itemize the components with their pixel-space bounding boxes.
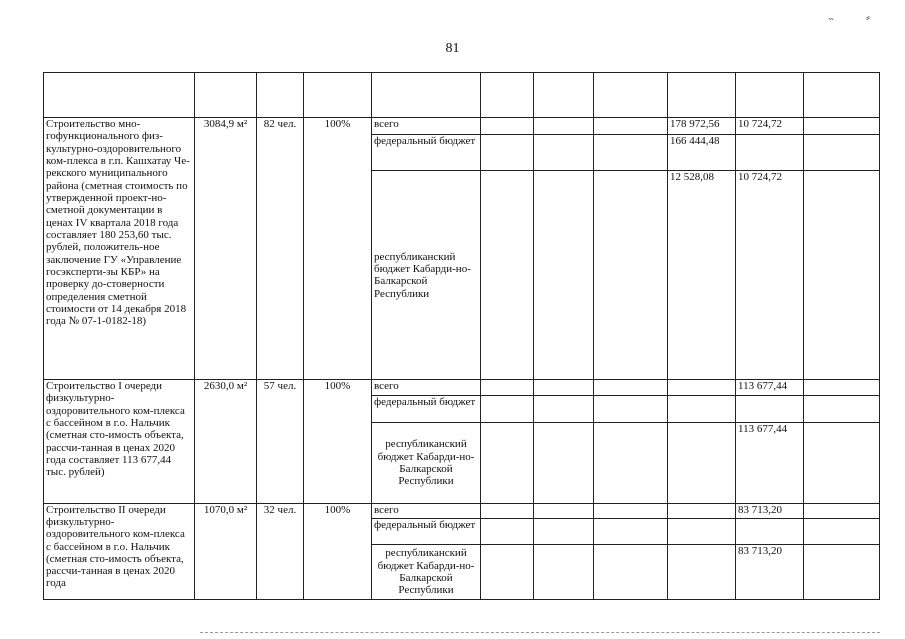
amount-cell [736,135,804,171]
table-cell [594,544,668,599]
table-cell [481,544,534,599]
table-cell [534,544,594,599]
table-header-cell [594,73,668,118]
table-cell [481,118,534,135]
table-cell [594,135,668,171]
table-cell [804,118,880,135]
amount-cell: 113 677,44 [736,380,804,396]
budget-table [43,72,880,600]
table-cell [481,171,534,380]
table-cell [534,423,594,503]
funding-source: федеральный бюджет [372,518,481,544]
table-cell [481,135,534,171]
table-cell [481,503,534,518]
table-cell [804,503,880,518]
amount-cell [736,518,804,544]
table-cell [594,423,668,503]
table-cell [804,518,880,544]
amount-cell [668,544,736,599]
amount-cell: 178 972,56 [668,118,736,135]
amount-cell [668,518,736,544]
amount-cell [668,423,736,503]
funding-source: федеральный бюджет [372,135,481,171]
table-cell [534,118,594,135]
funding-source: федеральный бюджет [372,396,481,423]
table-cell [594,380,668,396]
page-number: 81 [445,41,460,56]
table-cell [804,396,880,423]
table-cell [804,423,880,503]
scan-mark: ⸗ [866,10,870,24]
table-header-row [44,73,880,118]
table-cell [481,396,534,423]
table-header-cell [195,73,257,118]
table-header-cell [481,73,534,118]
table-cell [481,518,534,544]
object-capacity: 32 чел. [257,503,304,599]
table-header-cell [804,73,880,118]
object-area: 3084,9 м² [195,118,257,380]
table-cell [534,518,594,544]
table-cell [481,380,534,396]
amount-cell [668,380,736,396]
amount-cell: 10 724,72 [736,171,804,380]
table-cell [594,503,668,518]
object-area: 2630,0 м² [195,380,257,503]
table-cell [594,518,668,544]
table-row [44,118,880,135]
funding-source: всего [372,503,481,518]
table-cell [804,544,880,599]
table-cell [534,396,594,423]
funding-source: всего [372,380,481,396]
amount-cell: 83 713,20 [736,503,804,518]
object-capacity: 82 чел. [257,118,304,380]
table-cell [534,380,594,396]
object-area: 1070,0 м² [195,503,257,599]
scan-mark: ˵ [829,10,833,24]
funding-source: республиканский бюджет Кабарди-но-Балкарской Республики [372,544,481,599]
amount-cell [668,396,736,423]
table-cell [534,503,594,518]
amount-cell [668,503,736,518]
table-cell [804,380,880,396]
table-cell [594,118,668,135]
funding-source: всего [372,118,481,135]
object-readiness: 100% [304,118,372,380]
table-header-cell [736,73,804,118]
amount-cell: 83 713,20 [736,544,804,599]
table-header-cell [304,73,372,118]
table-cell [534,171,594,380]
object-readiness: 100% [304,380,372,503]
table-header-cell [257,73,304,118]
amount-cell [736,396,804,423]
table-header-cell [534,73,594,118]
table-cell [481,423,534,503]
table-cell [804,135,880,171]
table-header-cell [44,73,195,118]
object-description: Строительство мно-гофункционального физ-культурно-оздоровительного ком-плекса в г.п. Кашхатау Че-рекского муниципального района (сметная стоимость по утвержденной проект-но-сметной документации в ценах IV квартала 2018 года составляет 180 253,60 тыс. рублей, положитель-ное заключение ГУ «Управление госэксперти-зы КБР» на проверку до-стоверности определения сметной стоимости от 14 декабря 2018 года № 07-1-0182-18) [44,118,195,380]
table-cell [534,135,594,171]
scan-edge-line [200,632,880,633]
funding-source: республиканский бюджет Кабарди-но-Балкарской Республики [372,423,481,503]
table-cell [804,171,880,380]
amount-cell: 166 444,48 [668,135,736,171]
table-header-cell [668,73,736,118]
object-capacity: 57 чел. [257,380,304,503]
amount-cell: 12 528,08 [668,171,736,380]
object-description: Строительство II очереди физкультурно-оздоровительного ком-плекса с бассейном в г.о. Нальчик (сметная сто-имость объекта, рассчи-танная в ценах 2020 года [44,503,195,599]
object-readiness: 100% [304,503,372,599]
table-header-cell [372,73,481,118]
table-row [44,380,880,396]
table-cell [594,171,668,380]
table-row [44,503,880,518]
funding-source: республиканский бюджет Кабарди-но-Балкарской Республики [372,171,481,380]
amount-cell: 10 724,72 [736,118,804,135]
table-cell [594,396,668,423]
object-description: Строительство I очереди физкультурно-оздоровительного ком-плекса с бассейном в г.о. Нальчик (сметная сто-имость объекта, рассчи-танная в ценах 2020 года составляет 113 677,44 тыс. рублей) [44,380,195,503]
amount-cell: 113 677,44 [736,423,804,503]
